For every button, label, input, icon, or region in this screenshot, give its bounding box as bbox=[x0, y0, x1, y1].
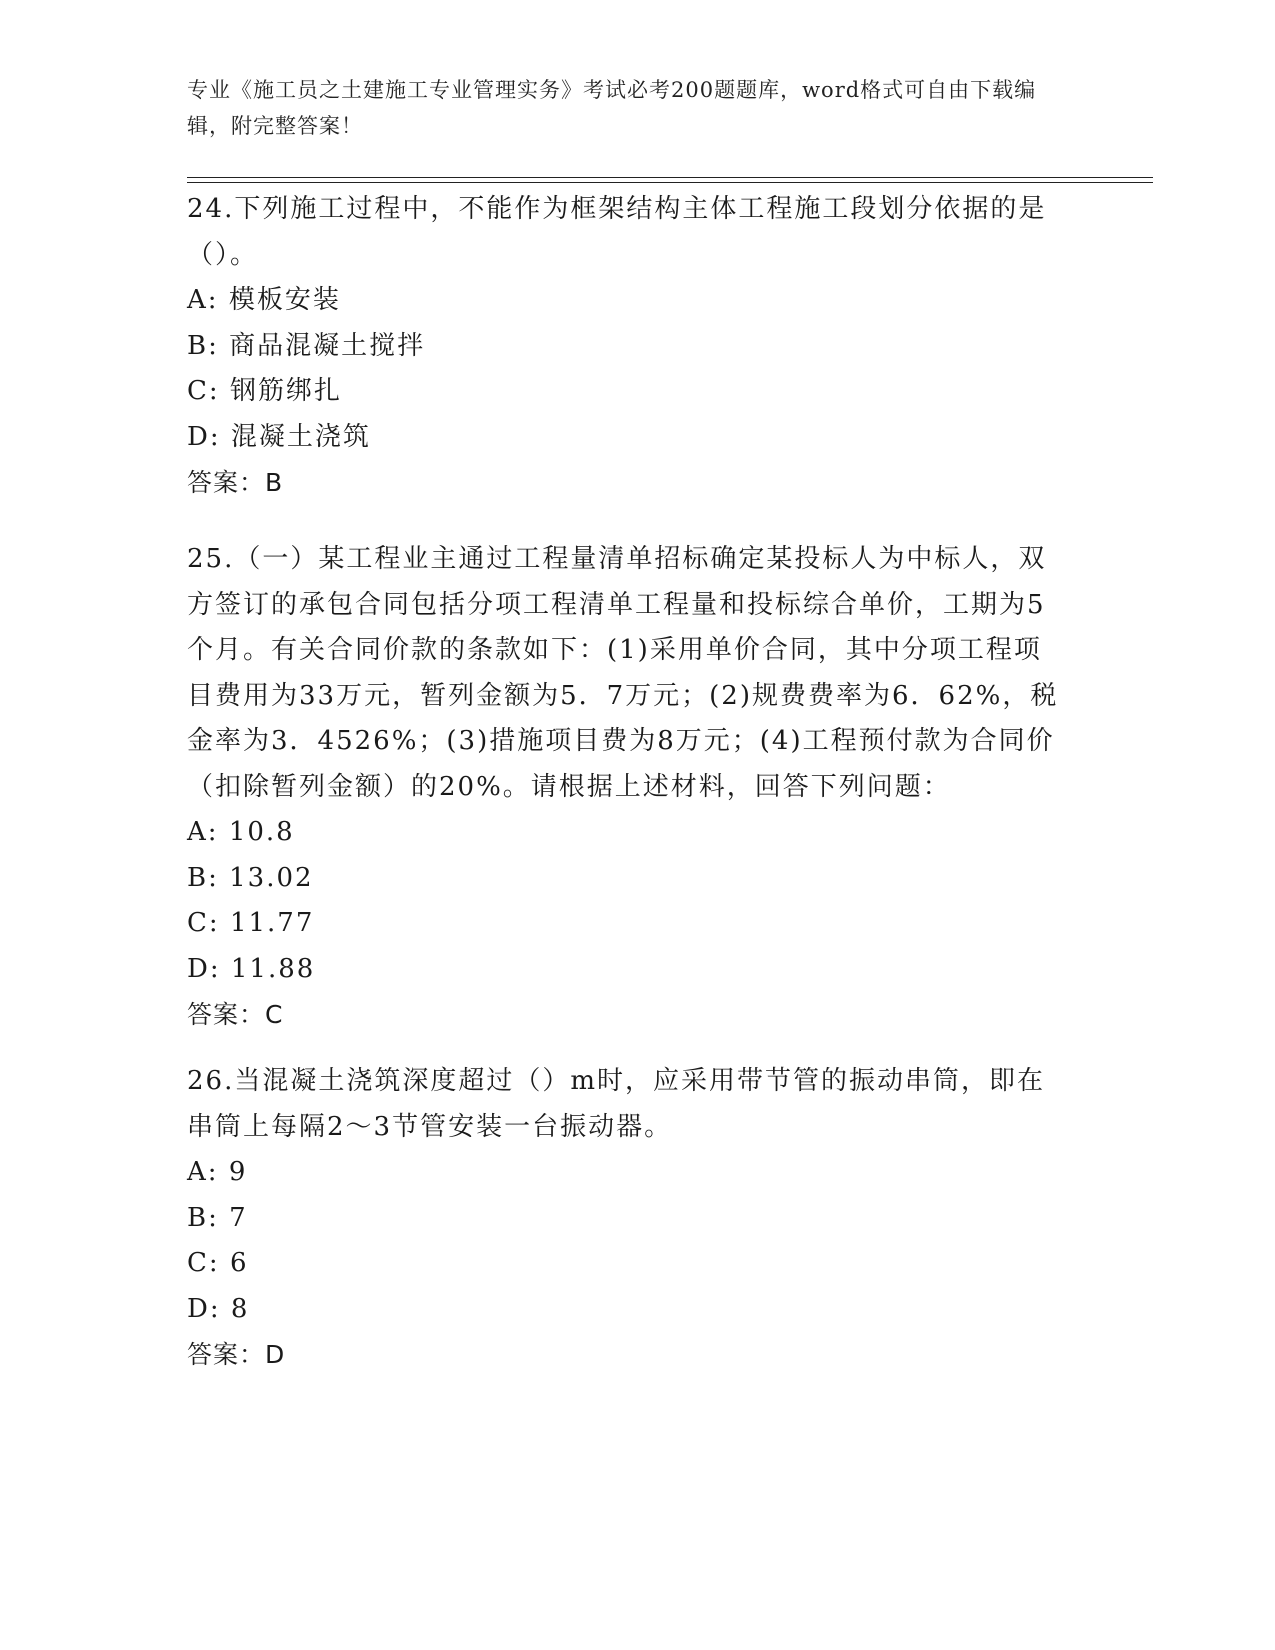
question-stem: 25.（一）某工程业主通过工程量清单招标确定某投标人为中标人，双方签订的承包合同包括分项工程清单工程量和投标综合单价，工期为5个月。有关合同价款的条款如下：(1)采用单价合同，其中分项工程项目费用为33万元，暂列金额为5．7万元；(2)规费费率为6．62%，税金率为3．4526%；(3)措施项目费为8万元；(4)工程预付款为合同价（扣除暂列金额）的20%。请根据上述材料，回答下列问题： bbox=[187, 544, 1059, 802]
option-list bbox=[187, 810, 1067, 992]
option-b bbox=[187, 324, 1067, 370]
option-text: 混凝土浇筑 bbox=[230, 421, 371, 452]
option-text: 9 bbox=[228, 1157, 248, 1187]
option-c bbox=[187, 901, 1067, 947]
option-a bbox=[187, 1150, 1067, 1196]
option-b bbox=[187, 1196, 1067, 1242]
question-stem: 26.当混凝土浇筑深度超过（）m时，应采用带节管的振动串筒，即在串筒上每隔2～3节管安装一台振动器。 bbox=[187, 1066, 1046, 1142]
option-letter: B : bbox=[187, 863, 229, 893]
option-text: 商品混凝土搅拌 bbox=[229, 330, 426, 361]
option-letter: A : bbox=[187, 285, 229, 315]
option-letter: B : bbox=[187, 1203, 229, 1233]
option-letter: A : bbox=[187, 817, 229, 847]
option-text: 11.77 bbox=[229, 908, 315, 938]
option-letter: D : bbox=[187, 1294, 231, 1324]
answer-value: D bbox=[265, 1340, 286, 1369]
header-rule-bottom bbox=[187, 182, 1153, 183]
answer-label: 答案 ： bbox=[187, 1000, 265, 1029]
option-text: 8 bbox=[230, 1293, 250, 1324]
question-stem: 24.下列施工过程中，不能作为框架结构主体工程施工段划分依据的是（）。 bbox=[187, 194, 1047, 270]
option-text: 7 bbox=[229, 1202, 248, 1233]
answer-value: B bbox=[265, 468, 284, 497]
option-a bbox=[187, 278, 1067, 324]
answer-label: 答案 ： bbox=[187, 468, 265, 497]
question-24 bbox=[187, 187, 1067, 506]
option-letter: C : bbox=[187, 908, 230, 938]
option-d bbox=[187, 1287, 1067, 1333]
header-note: 专业《施工员之土建施工专业管理实务》考试必考200题题库，word格式可自由下载编辑，附完整答案！ bbox=[187, 78, 1037, 138]
option-list bbox=[187, 1150, 1067, 1332]
answer-label: 答案 ： bbox=[187, 1340, 265, 1369]
option-text: 6 bbox=[229, 1248, 249, 1278]
option-text: 10.8 bbox=[228, 817, 295, 847]
option-letter: D : bbox=[187, 422, 231, 452]
option-c bbox=[187, 369, 1067, 415]
question-26 bbox=[187, 1059, 1067, 1378]
option-letter: D : bbox=[187, 954, 231, 984]
answer-line bbox=[187, 460, 1067, 506]
option-letter: B : bbox=[187, 331, 229, 361]
answer-value: C bbox=[265, 1000, 284, 1029]
option-letter: A : bbox=[187, 1157, 229, 1187]
option-text: 11.88 bbox=[230, 953, 316, 984]
option-letter: C : bbox=[187, 1248, 230, 1278]
option-text: 13.02 bbox=[229, 862, 314, 893]
option-c bbox=[187, 1241, 1067, 1287]
option-letter: C : bbox=[187, 376, 230, 406]
option-d bbox=[187, 947, 1067, 993]
question-25 bbox=[187, 537, 1067, 1038]
option-text: 模板安装 bbox=[228, 285, 341, 315]
option-list bbox=[187, 278, 1067, 460]
option-d bbox=[187, 415, 1067, 461]
option-b bbox=[187, 856, 1067, 902]
answer-line bbox=[187, 992, 1067, 1038]
option-a bbox=[187, 810, 1067, 856]
header-rule-top bbox=[187, 177, 1153, 178]
option-text: 钢筋绑扎 bbox=[229, 376, 342, 406]
answer-line bbox=[187, 1332, 1067, 1378]
